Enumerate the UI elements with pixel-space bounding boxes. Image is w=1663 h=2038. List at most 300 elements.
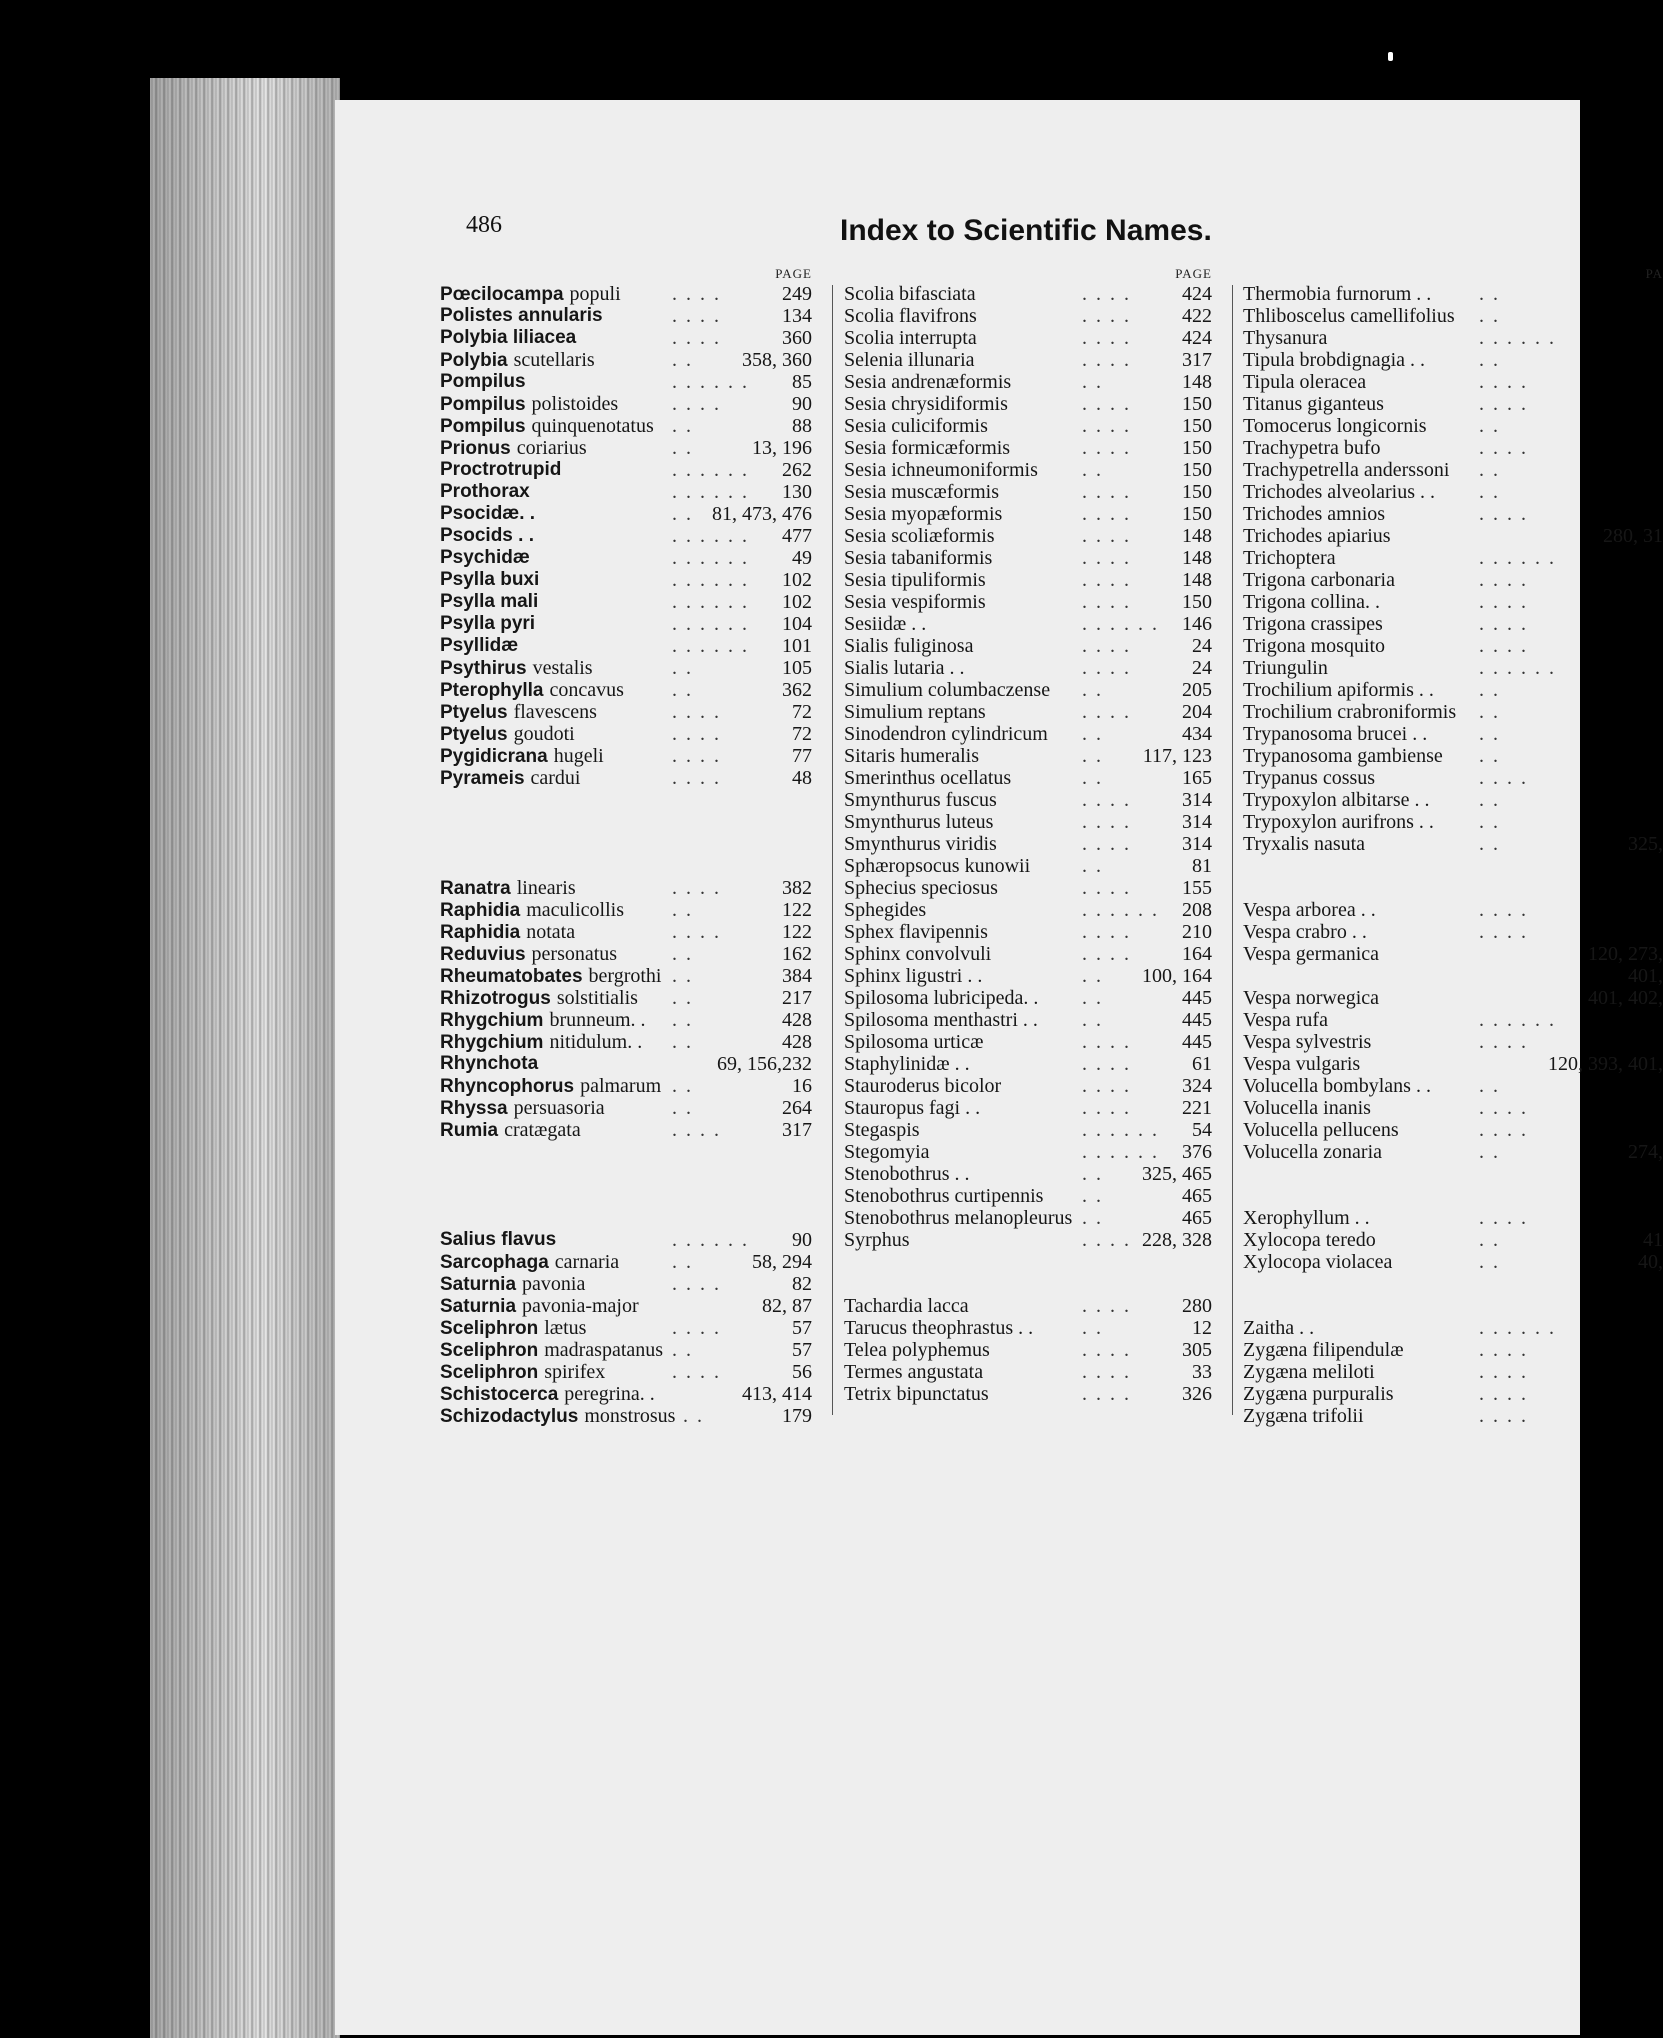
- index-entry: [844, 701, 1212, 723]
- index-entry: [1243, 745, 1663, 767]
- page-column-header: PA: [1645, 266, 1663, 281]
- entry-name: Sphinx convolvuli: [844, 943, 992, 965]
- index-entry: [844, 1383, 1212, 1405]
- entry-species: flavescens: [513, 701, 597, 723]
- index-entry: [440, 437, 812, 459]
- index-entry: [844, 811, 1212, 833]
- index-entry: [844, 547, 1212, 569]
- leader-dots: . .: [1082, 745, 1103, 767]
- entry-name: [440, 371, 526, 393]
- leader-dots: . . . .: [672, 393, 721, 415]
- entry-species: concavus: [549, 679, 624, 701]
- index-entry: [1243, 437, 1663, 459]
- entry-page: 208: [1182, 899, 1212, 921]
- entry-name: Sesia ichneumoniformis: [844, 459, 1038, 481]
- entry-genus: Raphidia: [440, 900, 521, 921]
- leader-dots: . . . .: [1082, 591, 1131, 613]
- entry-species: lætus: [544, 1317, 587, 1339]
- leader-dots: . . . . . .: [672, 547, 749, 569]
- entry-name: Sesia myopæformis: [844, 503, 1003, 525]
- page-title: Index to Scientific Names.: [840, 214, 1212, 247]
- entry-name: [440, 701, 597, 724]
- entry-page: 164: [1182, 943, 1212, 965]
- entry-page: 148: [1182, 525, 1212, 547]
- entry-name: Vespa crabro . .: [1243, 921, 1367, 943]
- index-entry: [1243, 635, 1663, 657]
- leader-dots: . .: [1082, 679, 1103, 701]
- entry-species: pavonia: [522, 1273, 586, 1295]
- index-entry: [1243, 657, 1663, 679]
- leader-dots: . . . .: [1082, 921, 1131, 943]
- entry-page: 424: [1182, 327, 1212, 349]
- entry-name: [440, 415, 654, 438]
- entry-species: pavonia-major: [522, 1295, 639, 1317]
- entry-page: 82: [792, 1273, 812, 1295]
- entry-name: [440, 1405, 675, 1428]
- leader-dots: . .: [1082, 723, 1103, 745]
- entry-genus: Polybia: [440, 350, 508, 371]
- entry-name: [440, 459, 561, 481]
- leader-dots: . . . .: [1479, 569, 1528, 591]
- entry-name: Vespa sylvestris: [1243, 1031, 1372, 1053]
- entry-page: 165: [1182, 767, 1212, 789]
- index-entry: [440, 1405, 812, 1427]
- entry-spacer: [440, 789, 812, 811]
- index-entry: [1243, 965, 1663, 987]
- leader-dots: . .: [1479, 1251, 1500, 1273]
- index-entry: [440, 283, 812, 305]
- index-entry: [1243, 1383, 1663, 1405]
- entry-page: 360: [782, 327, 812, 349]
- leader-dots: . . . . . .: [672, 1229, 749, 1251]
- entry-page: 90: [792, 1229, 812, 1251]
- entry-page: 81, 473, 476: [712, 503, 812, 525]
- entry-page: 16: [792, 1075, 812, 1097]
- index-entry: [440, 1053, 812, 1075]
- entry-page: 155: [1182, 877, 1212, 899]
- book-page-edges-shade: [150, 78, 340, 2038]
- entry-page: 56: [792, 1361, 812, 1383]
- entry-species: maculicollis: [526, 899, 624, 921]
- entry-genus: Rhyssa: [440, 1098, 508, 1119]
- entry-page: 280, 31: [1603, 525, 1663, 547]
- leader-dots: . . . . . .: [1082, 899, 1159, 921]
- page-number: 486: [466, 212, 502, 238]
- entry-name: [440, 965, 661, 988]
- entry-name: Spilosoma urticæ: [844, 1031, 984, 1053]
- index-entry: [1243, 393, 1663, 415]
- index-entry: [440, 657, 812, 679]
- entry-name: [440, 1053, 538, 1075]
- leader-dots: . . . .: [1082, 1097, 1131, 1119]
- leader-dots: . . . .: [672, 1361, 721, 1383]
- leader-dots: . . . .: [672, 305, 721, 327]
- entry-page: 162: [782, 943, 812, 965]
- index-entry: [844, 437, 1212, 459]
- entry-species: persuasoria: [513, 1097, 605, 1119]
- leader-dots: . . . .: [672, 921, 721, 943]
- entry-spacer: [440, 811, 812, 833]
- index-entry: [844, 1009, 1212, 1031]
- entry-genus: Sarcophaga: [440, 1252, 549, 1273]
- leader-dots: . .: [672, 1339, 693, 1361]
- leader-dots: . .: [1082, 1207, 1103, 1229]
- entry-page: 90: [792, 393, 812, 415]
- index-entry: [844, 723, 1212, 745]
- entry-species: goudoti: [513, 723, 575, 745]
- leader-dots: . . . . . .: [1082, 1119, 1159, 1141]
- entry-name: [440, 1383, 655, 1406]
- index-entry: [440, 569, 812, 591]
- entry-name: Trichodes apiarius: [1243, 525, 1391, 547]
- leader-dots: . . . .: [672, 1119, 721, 1141]
- leader-dots: . . . . . .: [1082, 613, 1159, 635]
- index-entry: [1243, 1053, 1663, 1075]
- index-entry: [440, 1295, 812, 1317]
- entry-page: 122: [782, 899, 812, 921]
- leader-dots: . . . .: [1479, 1339, 1528, 1361]
- entry-spacer: [440, 833, 812, 855]
- entry-page: 150: [1182, 437, 1212, 459]
- entry-page: 249: [782, 283, 812, 305]
- entry-species: cratægata: [504, 1119, 581, 1141]
- index-entry: [844, 459, 1212, 481]
- entry-page: 428: [782, 1009, 812, 1031]
- leader-dots: . .: [1479, 833, 1500, 855]
- entry-page: 117, 123: [1142, 745, 1212, 767]
- leader-dots: . . . .: [1082, 877, 1131, 899]
- entry-page: 72: [792, 701, 812, 723]
- index-entry: [844, 415, 1212, 437]
- index-entry: [844, 1295, 1212, 1317]
- entry-genus: Ptyelus: [440, 702, 508, 723]
- leader-dots: . .: [672, 1097, 693, 1119]
- leader-dots: . . . .: [672, 1317, 721, 1339]
- entry-name: Volucella inanis: [1243, 1097, 1371, 1119]
- leader-dots: . . . . . .: [672, 459, 749, 481]
- index-entry: [1243, 613, 1663, 635]
- leader-dots: . .: [672, 657, 693, 679]
- leader-dots: . . . .: [1082, 1053, 1131, 1075]
- entry-spacer: [1243, 1185, 1583, 1207]
- entry-name: [440, 481, 530, 503]
- entry-name: Stauroderus bicolor: [844, 1075, 1002, 1097]
- index-entry: [1243, 789, 1663, 811]
- entry-name: [440, 767, 581, 790]
- entry-spacer: [1243, 1163, 1583, 1185]
- entry-name: Sphecius speciosus: [844, 877, 998, 899]
- entry-page: 130: [782, 481, 812, 503]
- entry-genus: Raphidia: [440, 922, 521, 943]
- entry-page: 179: [782, 1405, 812, 1427]
- leader-dots: . . . .: [1082, 635, 1131, 657]
- index-entry: [844, 481, 1212, 503]
- entry-name: Trypoxylon aurifrons . .: [1243, 811, 1434, 833]
- entry-genus: Rumia: [440, 1120, 499, 1141]
- entry-genus: Psylla mali: [440, 591, 539, 612]
- index-entry: [1243, 349, 1663, 371]
- entry-name: Sphæropsocus kunowii: [844, 855, 1031, 877]
- index-entry: [844, 987, 1212, 1009]
- index-entry: [844, 899, 1212, 921]
- entry-name: [440, 283, 621, 306]
- entry-name: [440, 591, 538, 613]
- entry-page: 314: [1182, 789, 1212, 811]
- index-entry: [844, 965, 1212, 987]
- leader-dots: . . . .: [1082, 811, 1131, 833]
- entry-name: Selenia illunaria: [844, 349, 975, 371]
- entry-page: 122: [782, 921, 812, 943]
- entry-name: Telea polyphemus: [844, 1339, 990, 1361]
- index-entry: [440, 393, 812, 415]
- leader-dots: . .: [1479, 723, 1500, 745]
- leader-dots: . .: [672, 1251, 693, 1273]
- entry-name: [440, 899, 624, 922]
- entry-page: 228, 328: [1142, 1229, 1212, 1251]
- entry-name: [440, 327, 576, 349]
- entry-name: Scolia flavifrons: [844, 305, 977, 327]
- leader-dots: . . . .: [672, 283, 721, 305]
- entry-page: 317: [782, 1119, 812, 1141]
- index-entry: [1243, 503, 1663, 525]
- index-entry: [440, 525, 812, 547]
- index-entry: [1243, 723, 1663, 745]
- index-entry: [440, 1119, 812, 1141]
- page-column-header: PAGE: [775, 266, 812, 281]
- leader-dots: . . . .: [1479, 635, 1528, 657]
- entry-name: [440, 1339, 663, 1362]
- leader-dots: . . . .: [672, 1273, 721, 1295]
- entry-species: monstrosus: [584, 1405, 676, 1427]
- leader-dots: . . . .: [1479, 767, 1528, 789]
- entry-species: linearis: [516, 877, 576, 899]
- index-entry: [844, 679, 1212, 701]
- entry-name: Scolia interrupta: [844, 327, 977, 349]
- entry-species: palmarum: [580, 1075, 662, 1097]
- leader-dots: . . . .: [1479, 921, 1528, 943]
- entry-name: Sesia muscæformis: [844, 481, 999, 503]
- entry-genus: Rhyncophorus: [440, 1076, 575, 1097]
- leader-dots: . . . .: [1082, 789, 1131, 811]
- index-column-3: [1243, 265, 1663, 1427]
- entry-page: 477: [782, 525, 812, 547]
- entry-page: 210: [1182, 921, 1212, 943]
- entry-spacer: [1243, 1273, 1583, 1295]
- entry-page: 85: [792, 371, 812, 393]
- entry-species: spirifex: [544, 1361, 606, 1383]
- entry-name: Zaitha . .: [1243, 1317, 1315, 1339]
- entry-species: vestalis: [532, 657, 593, 679]
- index-entry: [844, 1031, 1212, 1053]
- leader-dots: . . . . . .: [672, 591, 749, 613]
- entry-name: [440, 1009, 646, 1032]
- entry-page: 358, 360: [742, 349, 812, 371]
- entry-species: madraspatanus: [544, 1339, 664, 1361]
- entry-page: 54: [1192, 1119, 1212, 1141]
- index-entries: [1243, 283, 1663, 1427]
- entry-page: 24: [1192, 635, 1212, 657]
- entry-genus: Rhizotrogus: [440, 988, 551, 1009]
- entry-genus: Ranatra: [440, 878, 511, 899]
- entry-name: Vespa arborea . .: [1243, 899, 1376, 921]
- entry-page: 102: [782, 569, 812, 591]
- index-entry: [1243, 833, 1663, 855]
- entry-name: Zygæna trifolii: [1243, 1405, 1364, 1427]
- entry-name: [440, 745, 604, 768]
- leader-dots: . . . .: [1082, 569, 1131, 591]
- leader-dots: . . . .: [1082, 415, 1131, 437]
- entry-name: Tomocerus longicornis: [1243, 415, 1427, 437]
- entry-spacer: [844, 1251, 1212, 1273]
- entry-genus: Rhygchium: [440, 1032, 544, 1053]
- entry-name: [440, 723, 575, 746]
- entry-page: 69, 156,232: [717, 1053, 812, 1075]
- entry-name: Volucella pellucens: [1243, 1119, 1399, 1141]
- entry-page: 12: [1192, 1317, 1212, 1339]
- entry-page: 305: [1182, 1339, 1212, 1361]
- entry-name: [440, 547, 530, 569]
- index-entry: [440, 679, 812, 701]
- index-entry: [844, 283, 1212, 305]
- entry-spacer: [440, 1141, 812, 1163]
- leader-dots: . .: [1082, 1163, 1103, 1185]
- entry-name: [440, 943, 617, 966]
- leader-dots: . .: [1082, 855, 1103, 877]
- leader-dots: . .: [1082, 1185, 1103, 1207]
- index-entry: [1243, 987, 1663, 1009]
- entry-name: Staphylinidæ . .: [844, 1053, 970, 1075]
- index-entry: [1243, 1317, 1663, 1339]
- leader-dots: . . . .: [1082, 1031, 1131, 1053]
- entry-page: 204: [1182, 701, 1212, 723]
- entry-species: solstitialis: [556, 987, 638, 1009]
- leader-dots: . . . .: [672, 723, 721, 745]
- entry-name: [440, 1361, 605, 1384]
- entry-genus: Prothorax: [440, 481, 530, 502]
- index-entry: [844, 635, 1212, 657]
- leader-dots: . . . .: [672, 701, 721, 723]
- entry-name: [440, 921, 575, 944]
- index-entry: [844, 1339, 1212, 1361]
- entry-name: Stegomyia: [844, 1141, 930, 1163]
- entry-name: Scolia bifasciata: [844, 283, 976, 305]
- leader-dots: . .: [1479, 1229, 1500, 1251]
- entry-genus: Sceliphron: [440, 1318, 539, 1339]
- entry-name: Trigona collina. .: [1243, 591, 1381, 613]
- entry-name: Stenobothrus melanopleurus: [844, 1207, 1073, 1229]
- entry-name: Xerophyllum . .: [1243, 1207, 1370, 1229]
- leader-dots: . . . .: [1082, 1339, 1131, 1361]
- leader-dots: . . . . . .: [672, 481, 749, 503]
- index-entry: [1243, 1405, 1663, 1427]
- entry-page: 41: [1643, 1229, 1663, 1251]
- entry-spacer: [1243, 1295, 1583, 1317]
- leader-dots: . . . . . .: [1479, 657, 1556, 679]
- leader-dots: . . . .: [1082, 1075, 1131, 1097]
- leader-dots: . . . .: [1082, 503, 1131, 525]
- index-entry: [844, 1141, 1212, 1163]
- index-entry: [1243, 1207, 1663, 1229]
- index-entry: [440, 415, 812, 437]
- entry-page: 150: [1182, 393, 1212, 415]
- leader-dots: . .: [1082, 987, 1103, 1009]
- index-entry: [440, 987, 812, 1009]
- entry-name: Smynthurus viridis: [844, 833, 997, 855]
- entry-page: 72: [792, 723, 812, 745]
- entry-page: 150: [1182, 415, 1212, 437]
- entry-species: quinquenotatus: [531, 415, 654, 437]
- leader-dots: . . . . . .: [1479, 1317, 1556, 1339]
- leader-dots: . . . . . .: [1082, 1141, 1159, 1163]
- entry-genus: Pœcilocampa: [440, 284, 564, 305]
- entry-page: 148: [1182, 371, 1212, 393]
- entry-species: scutellaris: [513, 349, 595, 371]
- leader-dots: . . . .: [1479, 503, 1528, 525]
- entry-name: [440, 1251, 619, 1274]
- entry-name: [440, 657, 593, 680]
- index-entry: [440, 723, 812, 745]
- entry-species: hugeli: [553, 745, 604, 767]
- leader-dots: . .: [1479, 789, 1500, 811]
- index-entry: [440, 943, 812, 965]
- index-column-1: [440, 265, 812, 1427]
- entry-name: Tipula brobdignagia . .: [1243, 349, 1426, 371]
- entry-genus: Psythirus: [440, 658, 527, 679]
- entry-genus: Sceliphron: [440, 1362, 539, 1383]
- entry-species: peregrina. .: [564, 1383, 655, 1405]
- index-entry: [844, 833, 1212, 855]
- entry-name: Sesia formicæformis: [844, 437, 1011, 459]
- index-entry: [1243, 767, 1663, 789]
- leader-dots: . .: [1082, 371, 1103, 393]
- index-entry: [844, 393, 1212, 415]
- entry-name: Sialis lutaria . .: [844, 657, 965, 679]
- entry-genus: Salius flavus: [440, 1229, 557, 1250]
- index-entry: [440, 1317, 812, 1339]
- leader-dots: . .: [1479, 1141, 1500, 1163]
- entry-name: Trochilium crabroniformis: [1243, 701, 1457, 723]
- entry-page: 314: [1182, 811, 1212, 833]
- entry-name: [440, 635, 518, 657]
- entry-page: 428: [782, 1031, 812, 1053]
- entry-page: 314: [1182, 833, 1212, 855]
- entry-genus: Psychidæ: [440, 547, 530, 568]
- entry-name: Trypoxylon albitarse . .: [1243, 789, 1430, 811]
- entry-page: 13, 196: [752, 437, 812, 459]
- leader-dots: . .: [1479, 481, 1500, 503]
- leader-dots: . . . .: [1479, 1383, 1528, 1405]
- leader-dots: . . . .: [1082, 305, 1131, 327]
- entry-name: Thermobia furnorum . .: [1243, 283, 1432, 305]
- entry-name: [440, 1317, 586, 1340]
- index-entry: [844, 1097, 1212, 1119]
- entry-spacer: [440, 1163, 812, 1185]
- entry-species: cardui: [530, 767, 581, 789]
- entry-name: Sphex flavipennis: [844, 921, 988, 943]
- leader-dots: . .: [1479, 415, 1500, 437]
- entry-species: notata: [526, 921, 576, 943]
- index-entry: [1243, 459, 1663, 481]
- entry-name: Stenobothrus . .: [844, 1163, 970, 1185]
- entry-page: 88: [792, 415, 812, 437]
- leader-dots: . . . .: [1082, 525, 1131, 547]
- leader-dots: . .: [672, 437, 693, 459]
- index-entry: [1243, 943, 1663, 965]
- leader-dots: . . . .: [1479, 613, 1528, 635]
- entry-name: Simulium columbaczense: [844, 679, 1051, 701]
- entry-name: Smynthurus luteus: [844, 811, 994, 833]
- entry-genus: Rheumatobates: [440, 966, 583, 987]
